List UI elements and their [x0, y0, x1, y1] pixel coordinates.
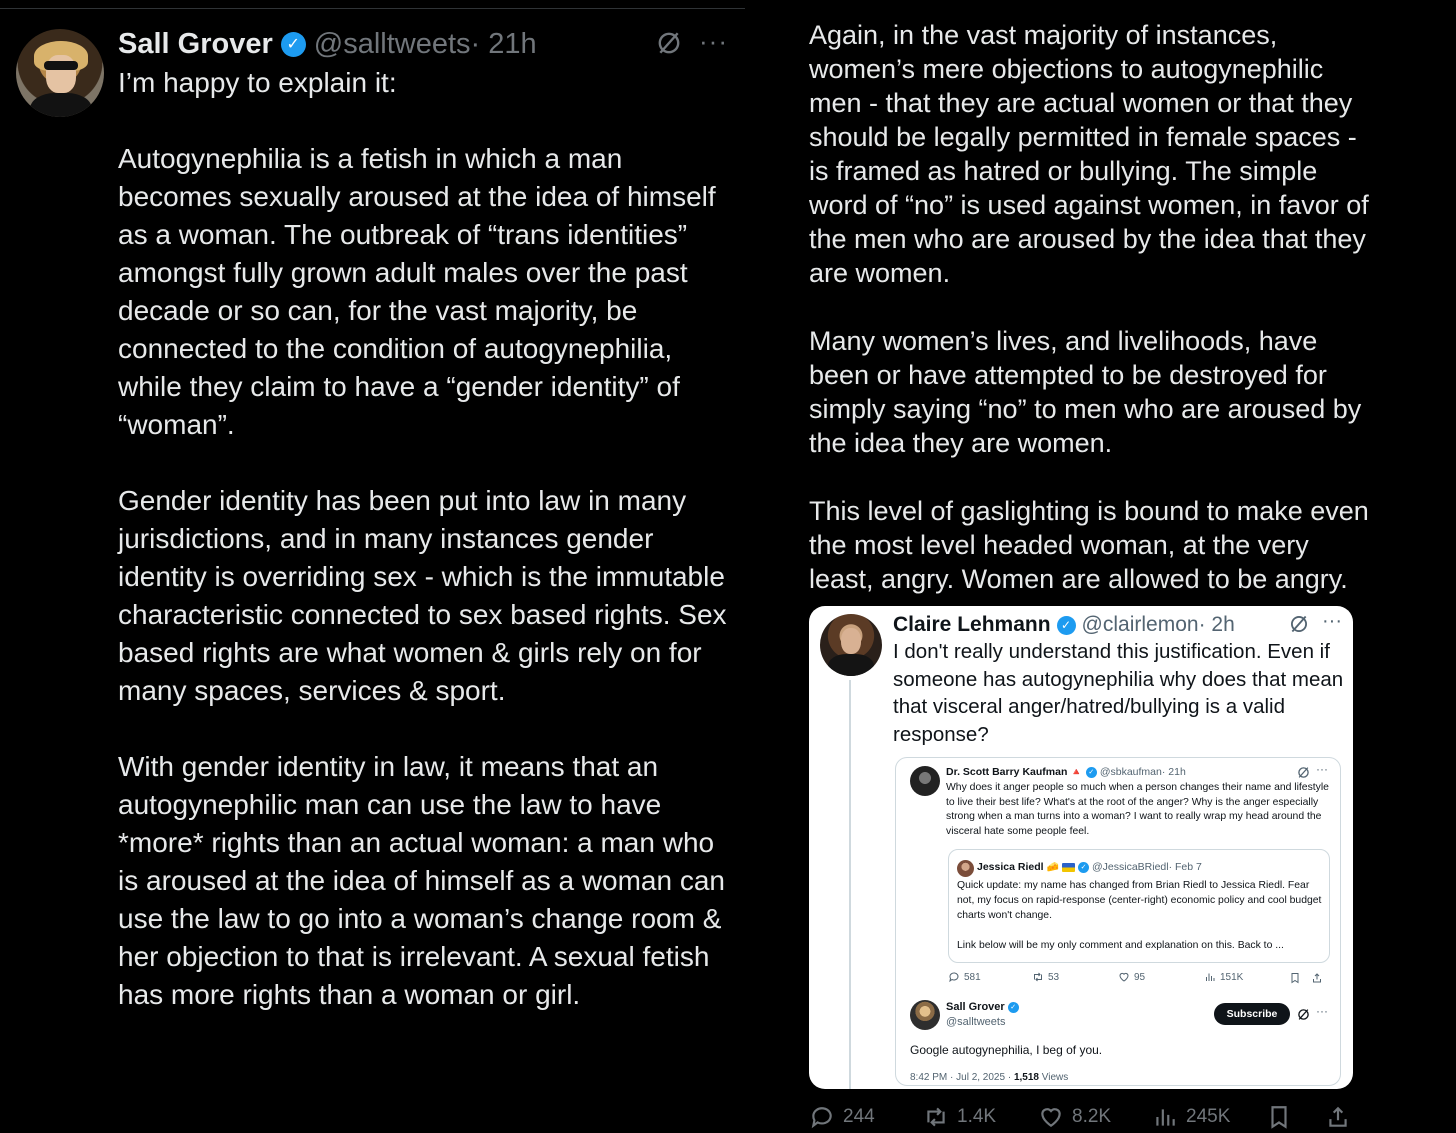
reply-views-label: Views	[1038, 1072, 1069, 1083]
views-count: 245K	[1186, 1106, 1231, 1127]
reply-button[interactable]	[948, 971, 981, 983]
like-button[interactable]	[1038, 1104, 1111, 1130]
reply-icon	[948, 971, 960, 983]
repost-button[interactable]	[1032, 971, 1059, 983]
inner-tweet-text-line: Link below will be my only comment and explanation on this. Back to ...	[957, 940, 1284, 951]
tweet-paragraph: I’m happy to explain it:	[118, 67, 397, 98]
tweet-paragraph: With gender identity in law, it means that an autogynephilic man can use the law to have *more* rights than an actual woman: a man who is aroused at the idea of himself as a woman can use the law to go into a woman’s change room & her objection to that is irrelevant. A sexual fetish has more rights than a woman or girl.	[118, 751, 726, 1010]
quoted-author-name[interactable]: Claire Lehmann	[893, 613, 1051, 636]
subscribe-button[interactable]: Subscribe	[1214, 1003, 1290, 1025]
name-emoji: 🔺	[1070, 766, 1083, 778]
grok-icon[interactable]	[1297, 766, 1310, 779]
reply-author-handle[interactable]: @salltweets	[946, 1016, 1006, 1028]
quoted-tweet-header	[893, 610, 1235, 640]
verified-badge-icon: ✓	[1078, 862, 1089, 873]
nested-author-handle[interactable]: @sbkaufman	[1099, 766, 1162, 778]
share-icon[interactable]	[1325, 1104, 1351, 1130]
inner-tweet-time[interactable]: · Feb 7	[1168, 861, 1202, 873]
inner-author-avatar[interactable]	[957, 860, 974, 877]
nested-tweet-text: Why does it anger people so much when a person changes their name and lifestyle to live their best life? What's at the root of the anger? Why is the anger especially strong when a man turns into a woman? I want to really wrap my head around the visceral hate some people feel.	[946, 782, 1329, 837]
quoted-author-handle[interactable]: @clairlemon	[1081, 613, 1199, 636]
verified-badge-icon: ✓	[1057, 616, 1076, 635]
inner-tweet-text	[957, 878, 1323, 953]
heart-icon	[1118, 971, 1130, 983]
inner-author-name[interactable]: Jessica Riedl	[977, 861, 1044, 873]
tweet-body-left	[118, 64, 738, 1014]
views-button[interactable]	[1204, 971, 1243, 983]
heart-icon	[1038, 1104, 1064, 1130]
share-icon[interactable]	[1311, 972, 1323, 984]
tweet-action-bar	[809, 1100, 1353, 1133]
verified-badge-icon: ✓	[1086, 767, 1097, 778]
more-options-icon[interactable]: ···	[1316, 762, 1328, 776]
quoted-tweet-time[interactable]: · 2h	[1198, 613, 1235, 636]
name-emoji: 🧀	[1046, 861, 1059, 873]
top-divider	[0, 8, 745, 9]
nested-action-bar	[948, 969, 1328, 987]
views-icon	[1152, 1104, 1178, 1130]
grok-icon[interactable]	[656, 30, 682, 56]
nested-quoted-tweet[interactable]	[895, 757, 1341, 1086]
grok-icon[interactable]	[1297, 1008, 1310, 1021]
inner-tweet-text-line: Quick update: my name has changed from Brian Riedl to Jessica Riedl. Fear not, my focus on rapid-response (center-right) economic policy and cool budget charts won't change.	[957, 880, 1322, 921]
more-options-icon[interactable]: ···	[1322, 610, 1342, 632]
views-icon	[1204, 971, 1216, 983]
verified-badge-icon: ✓	[1008, 1002, 1019, 1013]
author-name[interactable]: Sall Grover	[118, 27, 273, 60]
nested-author-name[interactable]: Dr. Scott Barry Kaufman	[946, 766, 1068, 778]
bookmark-icon[interactable]	[1289, 972, 1301, 984]
reply-timestamp[interactable]: 8:42 PM · Jul 2, 2025 ·	[910, 1072, 1014, 1083]
quoted-tweet-text: I don't really understand this justification. Even if someone has autogynephilia why does that mean that visceral anger/hatred/bullying is a valid response?	[893, 640, 1344, 746]
more-options-icon[interactable]: ···	[699, 26, 728, 56]
reply-author-avatar[interactable]	[910, 1000, 940, 1030]
inner-quoted-tweet[interactable]	[948, 849, 1330, 963]
tweet-paragraph: Many women’s lives, and livelihoods, have been or have attempted to be destroyed for simply saying “no” to men who are aroused by the idea they are women.	[809, 326, 1362, 458]
author-handle[interactable]: @salltweets	[313, 27, 471, 60]
quoted-tweet-card[interactable]	[809, 606, 1353, 1089]
repost-count: 1.4K	[957, 1106, 997, 1127]
inner-tweet-header	[977, 859, 1202, 875]
reply-view-count: 1,518	[1013, 1072, 1039, 1083]
grok-icon[interactable]	[1289, 614, 1309, 634]
reply-meta	[910, 1072, 1068, 1083]
inner-author-handle[interactable]: @JessicaBRiedl	[1092, 861, 1169, 873]
bookmark-icon[interactable]	[1266, 1104, 1292, 1130]
reply-text: Google autogynephilia, I beg of you.	[910, 1043, 1103, 1057]
nested-tweet-time[interactable]: · 21h	[1161, 766, 1186, 778]
repost-icon	[1032, 971, 1044, 983]
author-avatar[interactable]	[16, 29, 104, 117]
verified-badge-icon: ✓	[281, 32, 306, 57]
repost-count: 53	[1048, 971, 1060, 983]
like-count: 8.2K	[1072, 1106, 1112, 1127]
tweet-body-right	[809, 18, 1369, 596]
reply-button[interactable]	[809, 1104, 875, 1130]
quoted-author-avatar[interactable]	[820, 614, 882, 676]
reply-author	[946, 1001, 1019, 1013]
reply-count: 244	[843, 1106, 875, 1127]
tweet-paragraph: This level of gaslighting is bound to make even the most level headed woman, at the very least, angry. Women are allowed to be angry.	[809, 496, 1369, 594]
tweet-paragraph: Gender identity has been put into law in many jurisdictions, and in many instances gender identity is overriding sex - which is the immutable characteristic connected to sex based rights. Sex based rights are what women & girls rely on for many spaces, services & sport.	[118, 485, 727, 706]
like-button[interactable]	[1118, 971, 1145, 983]
reply-count: 581	[964, 971, 981, 983]
views-button[interactable]	[1152, 1104, 1230, 1130]
reply-author-name[interactable]: Sall Grover	[946, 1001, 1005, 1013]
tweet-paragraph: Autogynephilia is a fetish in which a man becomes sexually aroused at the idea of himself as a woman. The outbreak of “trans identities” amongst fully grown adult males over the past decade or so can, for the vast majority, be connected to the condition of autogynephilia, while they claim to have a “gender identity” of “woman”.	[118, 143, 716, 440]
repost-button[interactable]	[923, 1104, 996, 1130]
views-count: 151K	[1220, 971, 1244, 983]
tweet-time[interactable]: · 21h	[470, 27, 537, 60]
reply-icon	[809, 1104, 835, 1130]
tweet-header	[118, 26, 537, 62]
tweet-paragraph: Again, in the vast majority of instances, women’s mere objections to autogynephilic men - that they are actual women or that they should be legally permitted in female spaces - is framed as hatred or bullying. The simple word of “no” is used against women, in favor of the men who are aroused by the idea that they are women.	[809, 20, 1369, 288]
nested-author-avatar[interactable]	[910, 766, 940, 796]
repost-icon	[923, 1104, 949, 1130]
nested-tweet-header	[946, 765, 1186, 779]
flag-icon	[1062, 863, 1075, 872]
thread-line	[849, 680, 851, 1089]
more-options-icon[interactable]: ···	[1316, 1004, 1328, 1018]
like-count: 95	[1134, 971, 1146, 983]
